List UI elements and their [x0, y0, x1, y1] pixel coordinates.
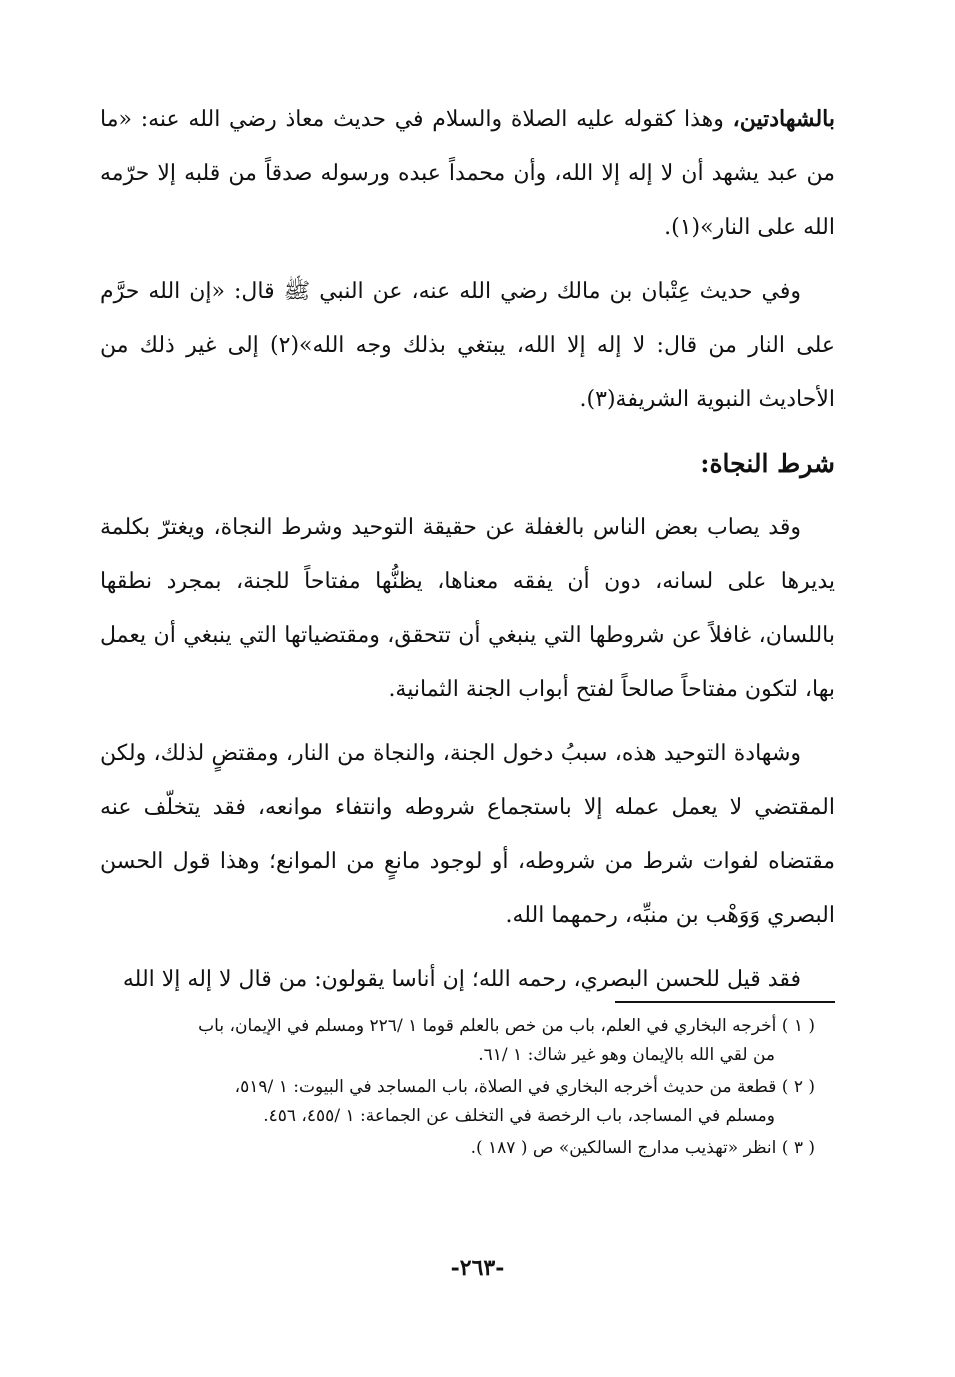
paragraph-2: وفي حديث عِتْبان بن مالك رضي الله عنه، عن النبي ﷺ قال: «إن الله حرَّم على النار من قال: لا إله إلا الله، يبتغي بذلك وجه الله»(٢) إلى غير ذلك من الأحاديث النبوية الشريفة(٣). [100, 279, 835, 412]
main-text [100, 92, 835, 1017]
bold-term: بالشهادتين، [732, 106, 835, 132]
paragraph-5: فقد قيل للحسن البصري، رحمه الله؛ إن أناسا يقولون: من قال لا إله إلا الله [122, 967, 801, 992]
footnote-2 [105, 1073, 815, 1131]
footnote-1-line-1: ( ١ ) أخرجه البخاري في العلم، باب من خص بالعلم قوما ١ /٢٢٦ ومسلم في الإيمان، باب [198, 1016, 815, 1036]
footnote-2-line-1: ( ٢ ) قطعة من حديث أخرجه البخاري في الصلاة، باب المساجد في البيوت: ١ /٥١٩، [234, 1077, 815, 1097]
footnote-divider [615, 1001, 835, 1003]
paragraph-3: وقد يصاب بعض الناس بالغفلة عن حقيقة التوحيد وشرط النجاة، ويغترّ بكلمة يديرها على لسانه، دون أن يفقه معناها، يظنُّها مفتاحاً للجنة، بمجرد نطقها باللسان، غافلاً عن شروطها التي ينبغي أن تتحقق، ومقتضياتها التي ينبغي أن يعمل بها، لتكون مفتاحاً صالحاً لفتح أبواب الجنة الثمانية. [100, 515, 835, 702]
page-number: -٢٦٣- [450, 1255, 505, 1281]
footnote-2-line-2: ومسلم في المساجد، باب الرخصة في التخلف عن الجماعة: ١ /٤٥٥، ٤٥٦. [263, 1106, 775, 1126]
footnotes [105, 1012, 815, 1166]
footnote-1 [105, 1012, 815, 1070]
footnote-3 [105, 1134, 815, 1163]
section-heading: شرط النجاة: [700, 449, 835, 478]
paragraph-4: وشهادة التوحيد هذه، سببُ دخول الجنة، والنجاة من النار، ومقتضٍ لذلك، ولكن المقتضي لا يعمل عمله إلا باستجماع شروطه وانتفاء موانعه، فقد يتخلّف عنه مقتضاه لفوات شرط من شروطه، أو لوجود مانعٍ من الموانع؛ وهذا قول الحسن البصري وَوَهْب بن منبِّه، رحمهما الله. [100, 741, 835, 928]
footnote-1-line-2: من لقي الله بالإيمان وهو غير شاك: ١ /٦١. [478, 1045, 775, 1065]
paragraph-1-text: وهذا كقوله عليه الصلاة والسلام في حديث معاذ رضي الله عنه: «ما من عبد يشهد أن لا إله إلا الله، وأن محمداً عبده ورسوله صدقاً من قلبه إلا حرّمه الله على النار»(١). [100, 107, 835, 240]
footnote-3-line-1: ( ٣ ) انظر «تهذيب مدارج السالكين» ص ( ١٨٧ ). [470, 1138, 815, 1158]
paragraph-1 [100, 92, 835, 255]
